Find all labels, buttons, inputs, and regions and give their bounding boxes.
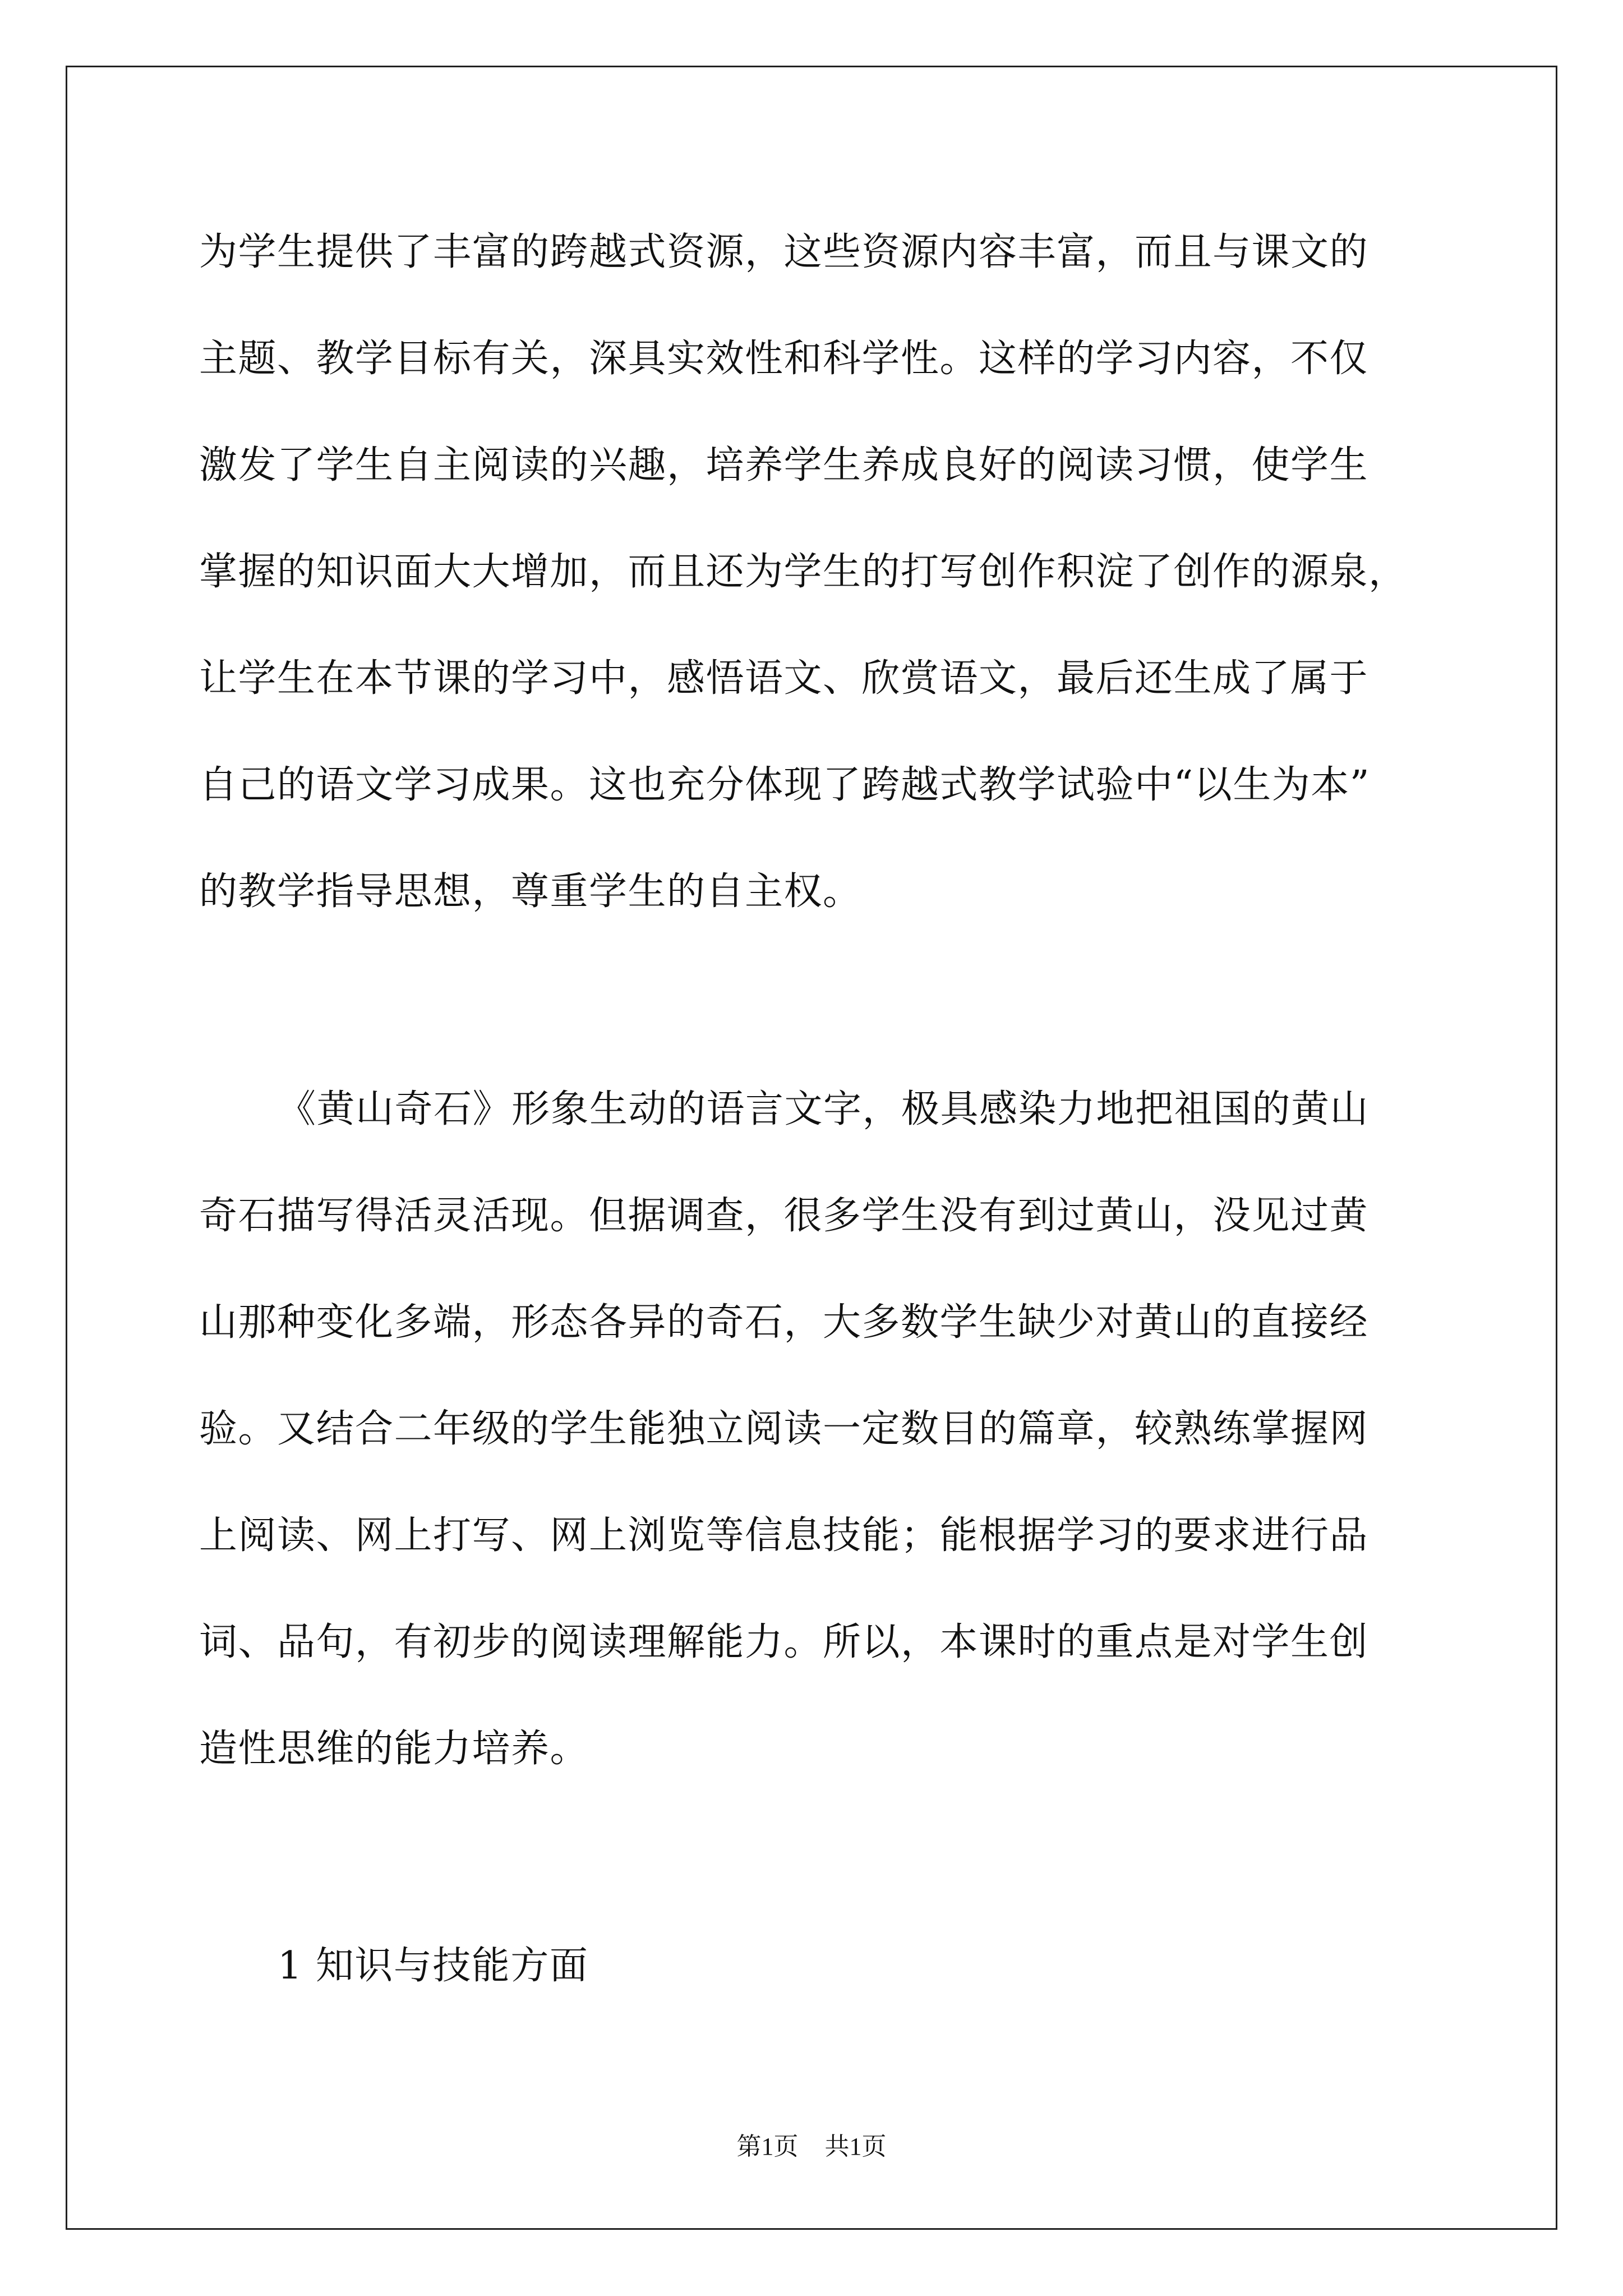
paragraph-line: 造性思维的能力培养。 [199,1727,589,1771]
paragraph-line: 验。又结合二年级的学生能独立阅读一定数目的篇章，较熟练掌握网 [199,1407,1369,1451]
paragraph-line: 《黄山奇石》形象生动的语言文字，极具感染力地把祖国的黄山 [278,1087,1370,1131]
section-heading-block [199,1913,1433,2019]
paragraph-line: 的教学指导思想，尊重学生的自主权。 [199,869,862,914]
paragraph-line: 山那种变化多端，形态各异的奇石，大多数学生缺少对黄山的直接经 [199,1300,1369,1345]
paragraph-line: 掌握的知识面大大增加，而且还为学生的打写创作积淀了创作的源泉， [199,550,1408,594]
page-number-current: 第1页 [736,2133,799,2160]
paragraph-line: 激发了学生自主阅读的兴趣，培养学生养成良好的阅读习惯，使学生 [199,443,1369,487]
page-footer [0,2126,1623,2162]
paragraph-line: 让学生在本节课的学习中，感悟语文、欣赏语文，最后还生成了属于 [199,656,1369,701]
paragraph-1 [199,199,1433,945]
paragraph-line: 词、品句，有初步的阅读理解能力。所以，本课时的重点是对学生创 [199,1620,1369,1664]
section-heading: 1 知识与技能方面 [278,1944,589,1988]
paragraph-line: 为学生提供了丰富的跨越式资源，这些资源内容丰富，而且与课文的 [199,230,1369,274]
paragraph-line: 奇石描写得活灵活现。但据调查，很多学生没有到过黄山，没见过黄 [199,1194,1369,1238]
paragraph-line: 主题、教学目标有关，深具实效性和科学性。这样的学习内容，不仅 [199,337,1369,381]
paragraph-line: 上阅读、网上打写、网上浏览等信息技能；能根据学习的要求进行品 [199,1513,1369,1558]
page-number-total: 共1页 [824,2133,887,2160]
paragraph-line: 自己的语文学习成果。这也充分体现了跨越式教学试验中“以生为本” [199,763,1371,807]
paragraph-2 [199,1056,1433,1802]
